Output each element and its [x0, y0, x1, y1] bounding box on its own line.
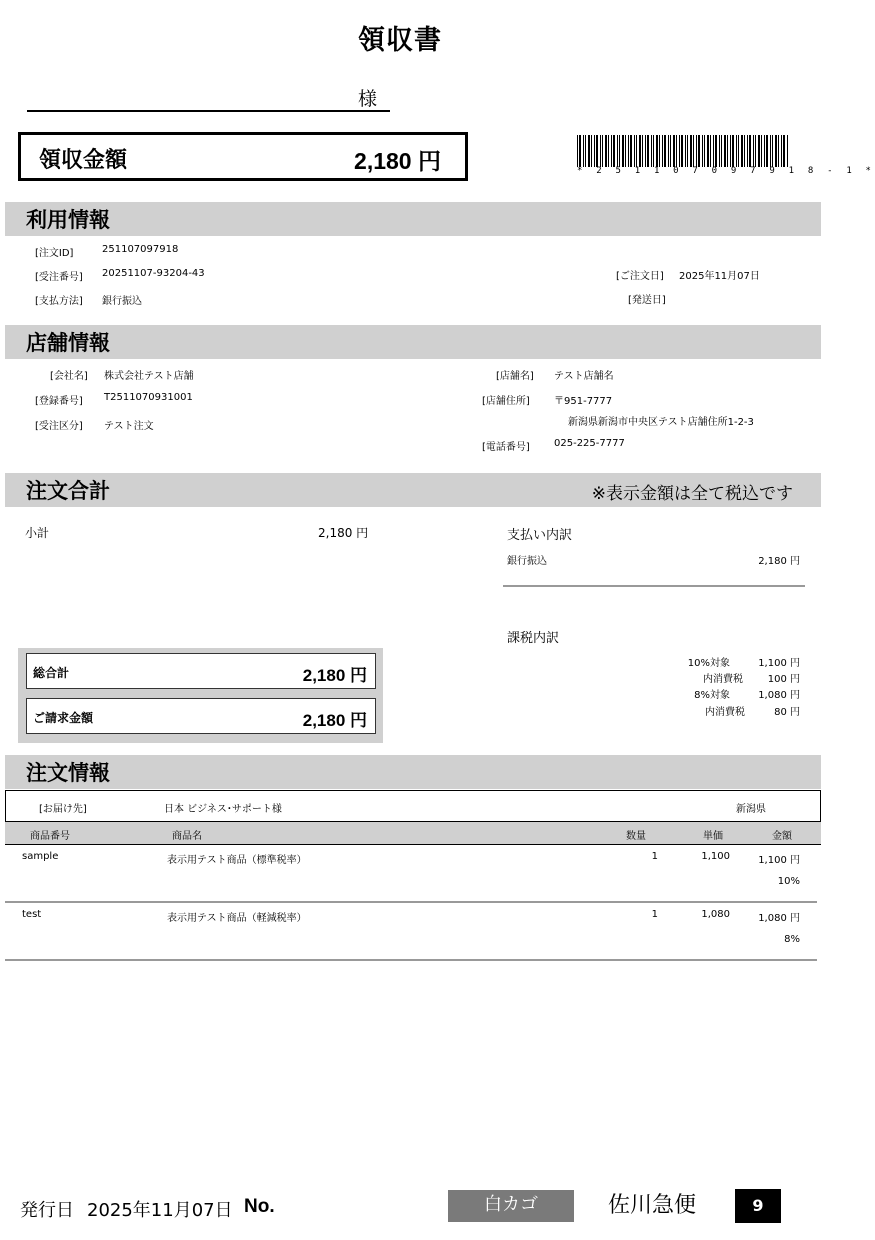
- store-name-label: [店舗名]: [496, 371, 534, 382]
- order-date-value: 2025年11月07日: [679, 271, 760, 282]
- order-info-title: 注文情報: [26, 761, 110, 785]
- store-info-title: 店舗情報: [26, 331, 110, 355]
- store-name-value: テスト店舗名: [554, 371, 614, 382]
- ship-to-row: [5, 790, 821, 822]
- ship-to-label: [お届け先]: [39, 804, 87, 815]
- column-header: 商品番号: [30, 831, 70, 842]
- order-date-label: [ご注文日]: [616, 271, 664, 282]
- issued-date-label: 発行日: [20, 1200, 74, 1221]
- payment-method-value: 銀行振込: [102, 296, 142, 307]
- billing-amount-box: [26, 698, 376, 734]
- page-title: 領収書: [358, 25, 442, 56]
- payment-method-label: [支払方法]: [35, 296, 83, 307]
- company-label: [会社名]: [50, 371, 88, 382]
- item-tax-rate: 10%: [777, 876, 800, 887]
- received-amount-label: 領収金額: [39, 148, 128, 173]
- tax-row-label: 8%対象: [694, 690, 730, 701]
- order-info-header: [5, 755, 821, 789]
- store-postal-value: 〒951-7777: [554, 396, 613, 407]
- item-name: 表示用テスト商品（標準税率）: [167, 855, 307, 866]
- number-label: No.: [244, 1196, 275, 1217]
- usage-info-title: 利用情報: [26, 208, 110, 232]
- issued-date-value: 2025年11月07日: [87, 1200, 233, 1221]
- grand-total-label: 総合計: [33, 666, 70, 680]
- received-no-value: 20251107-93204-43: [102, 268, 205, 279]
- tax-row-value: 100 円: [767, 674, 800, 685]
- payment-breakdown-amount: 2,180 円: [758, 556, 800, 567]
- subtotal-label: 小計: [25, 526, 50, 540]
- item-amount: 1,100 円: [758, 855, 800, 866]
- company-value: 株式会社テスト店舗: [104, 371, 194, 382]
- billing-amount-label: ご請求金額: [33, 711, 94, 725]
- recipient-name-line: [27, 110, 390, 112]
- recipient-honorific: 様: [358, 88, 378, 110]
- order-id-label: [注文ID]: [35, 248, 74, 259]
- grand-total-panel: [18, 648, 383, 743]
- item-tax-rate: 8%: [784, 934, 800, 945]
- item-unit-price: 1,100: [701, 851, 730, 862]
- billing-amount-value: 2,180 円: [302, 711, 367, 730]
- store-address-label: [店舗住所]: [482, 396, 530, 407]
- barcode-image: [577, 135, 791, 167]
- grand-total-box: [26, 653, 376, 689]
- phone-label: [電話番号]: [482, 442, 530, 453]
- store-info-header: [5, 325, 821, 359]
- item-name: 表示用テスト商品（軽減税率）: [167, 913, 307, 924]
- registration-value: T2511070931001: [104, 392, 193, 403]
- order-id-value: 251107097918: [102, 244, 179, 255]
- order-kind-value: テスト注文: [104, 421, 154, 432]
- box-number-badge: 9: [735, 1189, 781, 1223]
- subtotal-value: 2,180 円: [318, 526, 369, 540]
- column-header: 数量: [626, 831, 646, 842]
- tax-row-label: 内消費税: [705, 707, 745, 718]
- order-kind-label: [受注区分]: [35, 421, 83, 432]
- items-table-header: [5, 822, 821, 845]
- tax-breakdown-title: 課税内訳: [507, 631, 560, 646]
- payment-breakdown-title: 支払い内訳: [507, 528, 573, 543]
- row-divider: [5, 959, 817, 961]
- tax-row-value: 80 円: [774, 707, 800, 718]
- carrier-name: 佐川急便: [608, 1193, 697, 1218]
- barcode-text: * 2 5 1 1 0 7 0 9 7 9 1 8 - 1 *: [577, 166, 875, 176]
- received-no-label: [受注番号]: [35, 272, 83, 283]
- ship-to-name: 日本 ビジネス･サポート様: [164, 804, 282, 815]
- row-divider: [5, 901, 817, 903]
- tax-included-note: ※表示金額は全て税込です: [591, 484, 793, 504]
- received-amount-box: [18, 132, 468, 181]
- column-header: 単価: [703, 831, 723, 842]
- payment-divider: [503, 585, 805, 587]
- item-qty: 1: [651, 851, 658, 862]
- white-basket-badge: 白カゴ: [448, 1190, 574, 1222]
- phone-value: 025-225-7777: [554, 438, 625, 449]
- usage-info-header: [5, 202, 821, 236]
- store-address-value: 新潟県新潟市中央区テスト店舗住所1-2-3: [568, 417, 754, 428]
- ship-to-prefecture: 新潟県: [736, 804, 766, 815]
- item-amount: 1,080 円: [758, 913, 800, 924]
- received-amount-value: 2,180 円: [354, 148, 441, 174]
- item-code: sample: [22, 851, 59, 862]
- item-unit-price: 1,080: [701, 909, 730, 920]
- column-header: 商品名: [172, 831, 202, 842]
- tax-row-value: 1,080 円: [758, 690, 800, 701]
- registration-label: [登録番号]: [35, 396, 83, 407]
- tax-row-value: 1,100 円: [758, 658, 800, 669]
- order-totals-header: [5, 473, 821, 507]
- tax-row-label: 内消費税: [703, 674, 743, 685]
- grand-total-value: 2,180 円: [302, 666, 367, 685]
- payment-breakdown-method: 銀行振込: [507, 556, 547, 567]
- item-code: test: [22, 909, 42, 920]
- column-header: 金額: [772, 831, 792, 842]
- ship-date-label: [発送日]: [628, 295, 666, 306]
- item-qty: 1: [651, 909, 658, 920]
- tax-row-label: 10%対象: [687, 658, 730, 669]
- order-totals-title: 注文合計: [26, 479, 110, 503]
